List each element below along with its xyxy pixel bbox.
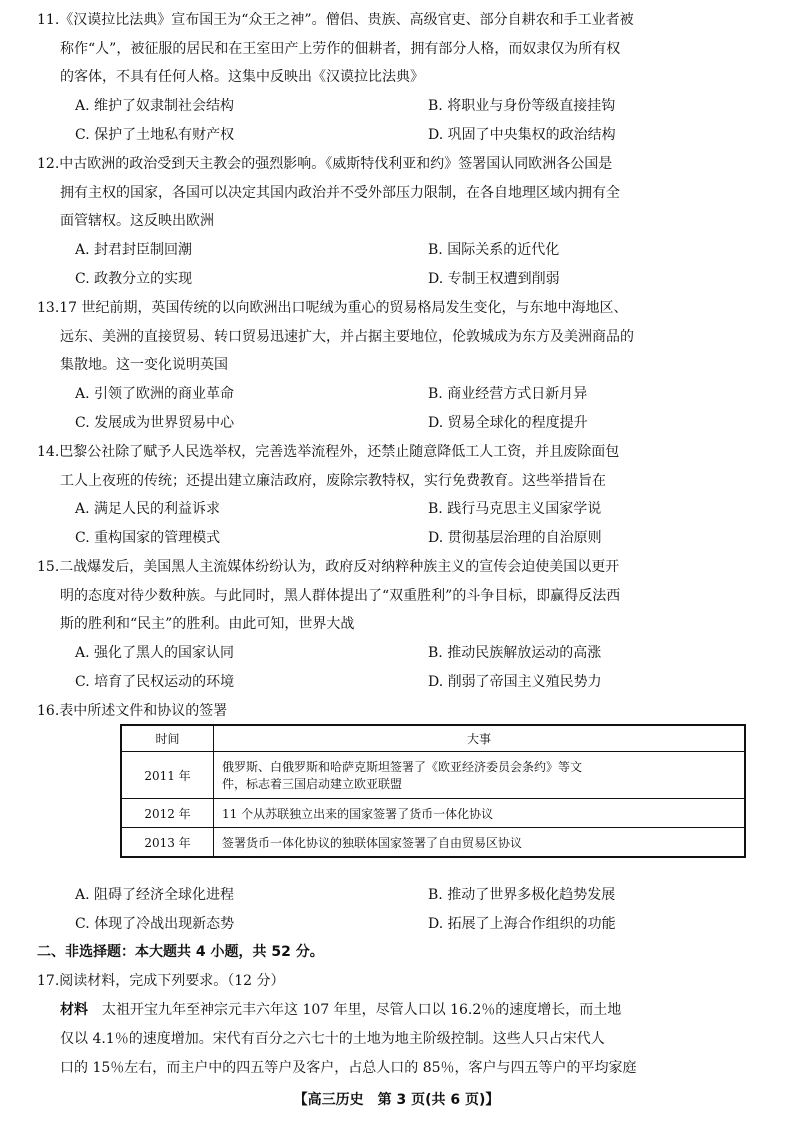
q11-option-b: B. 将职业与身份等级直接挂钩	[428, 98, 616, 114]
table-cell-event: 签署货币一体化协议的独联体国家签署了自由贸易区协议	[214, 828, 746, 858]
q12-line-1: 12.中古欧洲的政治受到天主教会的强烈影响。《威斯特伐利亚和约》签署国认同欧洲各公国是	[37, 156, 613, 172]
q12-option-c: C. 政教分立的实现	[75, 271, 193, 287]
q13-line-2: 远东、美洲的直接贸易、转口贸易迅速扩大，并占据主要地位，伦敦城成为东方及美洲商品的	[60, 329, 634, 345]
q14-option-a: A. 满足人民的利益诉求	[75, 501, 221, 517]
events-table	[120, 724, 746, 858]
q15-option-b: B. 推动民族解放运动的高涨	[428, 645, 602, 661]
q12-option-b: B. 国际关系的近代化	[428, 242, 560, 258]
table-row	[121, 828, 745, 858]
table-row	[121, 799, 745, 828]
page-footer: 【高三历史 第 3 页(共 6 页)】	[293, 1092, 500, 1108]
section-heading: 二、非选择题：本大题共 4 小题，共 52 分。	[37, 944, 324, 960]
q15-option-a: A. 强化了黑人的国家认同	[75, 645, 235, 661]
q12-line-2: 拥有主权的国家，各国可以决定其国内政治并不受外部压力限制，在各自地理区域内拥有全	[60, 185, 620, 201]
table-cell-event: 11 个从苏联独立出来的国家签署了货币一体化协议	[214, 799, 746, 828]
q16-line-1: 16.表中所述文件和协议的签署	[37, 703, 228, 719]
material-text: 太祖开宝九年至神宗元丰六年这 107 年里，尽管人口以 16.2％的速度增长，而土地	[102, 1002, 622, 1018]
q13-option-a: A. 引领了欧洲的商业革命	[75, 386, 235, 402]
table-cell-event	[214, 752, 746, 799]
material-label: 材料	[60, 1002, 88, 1018]
q12-line-3: 面管辖权。这反映出欧洲	[60, 213, 214, 229]
q14-line-1: 14.巴黎公社除了赋予人民选举权，完善选举流程外，还禁止随意降低工人工资，并且废除面包	[37, 444, 620, 460]
q14-option-b: B. 践行马克思主义国家学说	[428, 501, 602, 517]
q11-line-1: 11.《汉谟拉比法典》宣布国王为“众王之神”。僧侣、贵族、高级官吏、部分自耕农和手工业者被	[37, 12, 634, 28]
q15-option-d: D. 削弱了帝国主义殖民势力	[428, 674, 602, 690]
q11-option-c: C. 保护了土地私有财产权	[75, 127, 235, 143]
q13-option-c: C. 发展成为世界贸易中心	[75, 415, 235, 431]
material-line-3: 口的 15％左右，而主户中的四五等户及客户，占总人口的 85％，客户与四五等户的平均家庭	[60, 1060, 637, 1076]
q12-option-d: D. 专制王权遭到削弱	[428, 271, 560, 287]
q15-option-c: C. 培育了民权运动的环境	[75, 674, 235, 690]
q15-line-1: 15.二战爆发后，美国黑人主流媒体纷纷认为，政府反对纳粹种族主义的宣传会迫使美国以更开	[37, 559, 620, 575]
table-row	[121, 752, 745, 799]
q11-option-a: A. 维护了奴隶制社会结构	[75, 98, 235, 114]
table-header-row	[121, 725, 745, 752]
q11-line-3: 的客体，不具有任何人格。这集中反映出《汉谟拉比法典》	[60, 69, 424, 85]
q13-line-1: 13.17 世纪前期，英国传统的以向欧洲出口呢绒为重心的贸易格局发生变化，与东地中海地区、	[37, 300, 628, 316]
q13-option-d: D. 贸易全球化的程度提升	[428, 415, 588, 431]
q15-line-2: 明的态度对待少数种族。与此同时，黑人群体提出了“双重胜利”的斗争目标，即赢得反法西	[60, 588, 621, 604]
q16-option-d: D. 拓展了上海合作组织的功能	[428, 916, 616, 932]
q14-option-c: C. 重构国家的管理模式	[75, 530, 221, 546]
table-cell-year: 2013 年	[121, 828, 214, 858]
q13-option-b: B. 商业经营方式日新月异	[428, 386, 588, 402]
q17-prompt: 17.阅读材料，完成下列要求。（12 分）	[37, 973, 285, 989]
q13-line-3: 集散地。这一变化说明英国	[60, 357, 228, 373]
q11-option-d: D. 巩固了中央集权的政治结构	[428, 127, 616, 143]
material-line-2: 仅以 4.1％的速度增加。宋代有百分之六七十的土地为地主阶级控制。这些人只占宋代人	[60, 1031, 605, 1047]
table-cell-year: 2012 年	[121, 799, 214, 828]
q16-option-b: B. 推动了世界多极化趋势发展	[428, 887, 616, 903]
table-cell-year: 2011 年	[121, 752, 214, 799]
table-cell-event-line: 件，标志着三国启动建立欧亚联盟	[222, 777, 403, 791]
q14-option-d: D. 贯彻基层治理的自治原则	[428, 530, 602, 546]
material-line-1	[60, 1000, 621, 1020]
q14-line-2: 工人上夜班的传统；还提出建立廉洁政府，废除宗教特权，实行免费教育。这些举措旨在	[60, 473, 606, 489]
table-header-time: 时间	[121, 725, 214, 752]
q11-line-2: 称作“人”，被征服的居民和在王室田产上劳作的佃耕者，拥有部分人格，而奴隶仅为所有权	[60, 41, 621, 57]
table-cell-event-line: 俄罗斯、白俄罗斯和哈萨克斯坦签署了《欧亚经济委员会条约》等文	[222, 760, 583, 774]
q16-option-c: C. 体现了冷战出现新态势	[75, 916, 235, 932]
material-text	[88, 1002, 102, 1018]
q12-option-a: A. 封君封臣制回潮	[75, 242, 193, 258]
q15-line-3: 斯的胜利和“民主”的胜利。由此可知，世界大战	[60, 616, 355, 632]
q16-option-a: A. 阻碍了经济全球化进程	[75, 887, 235, 903]
table-header-event: 大事	[214, 725, 746, 752]
